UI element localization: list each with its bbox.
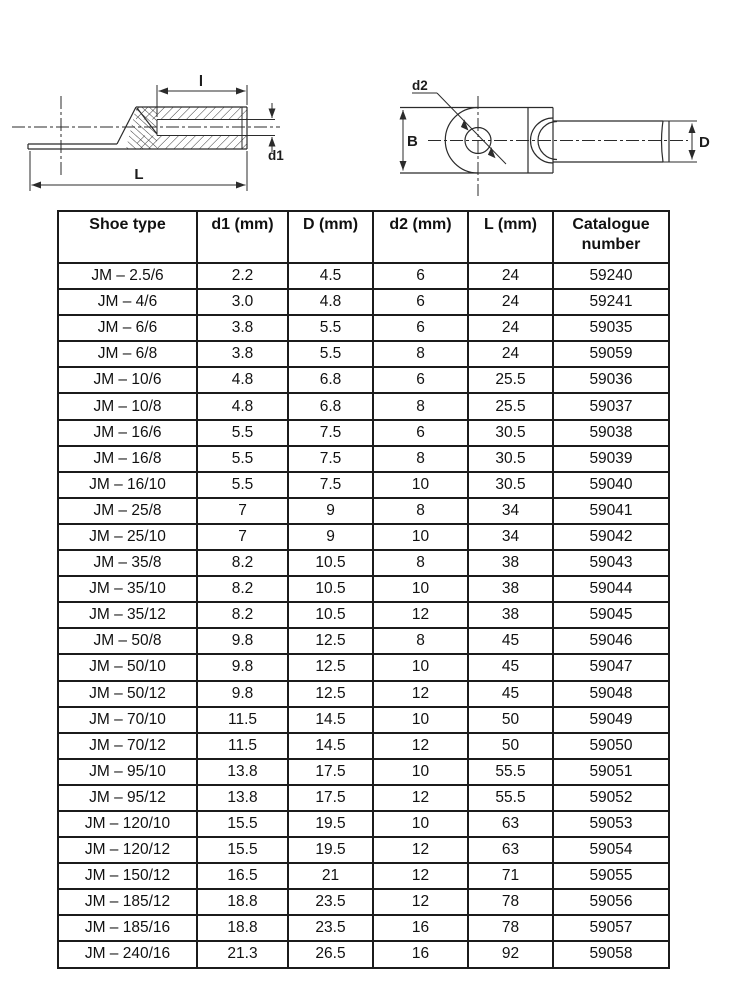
table-row xyxy=(58,863,669,889)
label-overall-length: L xyxy=(134,166,144,183)
table-cell: 17.5 xyxy=(288,759,373,785)
table-row xyxy=(58,785,669,811)
table-cell: JM – 50/10 xyxy=(58,654,197,680)
table-cell: 7.5 xyxy=(288,446,373,472)
table-cell: 5.5 xyxy=(197,446,288,472)
table-cell: 24 xyxy=(468,263,553,289)
table-cell: 59056 xyxy=(553,889,669,915)
table-cell: 59043 xyxy=(553,550,669,576)
table-cell: JM – 120/10 xyxy=(58,811,197,837)
table-cell: 24 xyxy=(468,289,553,315)
table-row xyxy=(58,733,669,759)
table-cell: 10 xyxy=(373,524,468,550)
table-cell: 12 xyxy=(373,733,468,759)
table-cell: 12 xyxy=(373,681,468,707)
side-view-drawing xyxy=(12,85,280,191)
table-cell: JM – 10/6 xyxy=(58,367,197,393)
table-cell: 21.3 xyxy=(197,941,288,967)
table-cell: 5.5 xyxy=(197,420,288,446)
table-cell: 59044 xyxy=(553,576,669,602)
table-cell: JM – 10/8 xyxy=(58,393,197,419)
table-cell: 2.2 xyxy=(197,263,288,289)
table-cell: 59058 xyxy=(553,941,669,967)
table-cell: 12 xyxy=(373,785,468,811)
table-cell: 59038 xyxy=(553,420,669,446)
table-row xyxy=(58,315,669,341)
table-cell: JM – 185/16 xyxy=(58,915,197,941)
table-header-row xyxy=(58,211,669,263)
table-cell: 12 xyxy=(373,863,468,889)
table-cell: 30.5 xyxy=(468,420,553,446)
shoe-spec-table xyxy=(57,210,670,969)
table-cell: 7.5 xyxy=(288,420,373,446)
table-cell: 23.5 xyxy=(288,915,373,941)
table-cell: 16 xyxy=(373,941,468,967)
table-cell: 59045 xyxy=(553,602,669,628)
table-cell: 8 xyxy=(373,550,468,576)
table-cell: 18.8 xyxy=(197,889,288,915)
table-cell: 8.2 xyxy=(197,602,288,628)
table-cell: 12.5 xyxy=(288,681,373,707)
table-cell: 45 xyxy=(468,628,553,654)
table-cell: 59054 xyxy=(553,837,669,863)
table-cell: 3.8 xyxy=(197,315,288,341)
table-cell: 8.2 xyxy=(197,576,288,602)
table-row xyxy=(58,550,669,576)
table-cell: 26.5 xyxy=(288,941,373,967)
technical-drawings xyxy=(0,0,729,205)
table-cell: 50 xyxy=(468,707,553,733)
table-cell: 15.5 xyxy=(197,811,288,837)
table-cell: 21 xyxy=(288,863,373,889)
table-cell: 78 xyxy=(468,915,553,941)
table-cell: 63 xyxy=(468,837,553,863)
table-cell: 14.5 xyxy=(288,707,373,733)
table-cell: 50 xyxy=(468,733,553,759)
table-cell: 59047 xyxy=(553,654,669,680)
table-cell: 34 xyxy=(468,498,553,524)
table-cell: 10 xyxy=(373,654,468,680)
table-cell: 63 xyxy=(468,811,553,837)
table-cell: 59057 xyxy=(553,915,669,941)
table-cell: JM – 6/8 xyxy=(58,341,197,367)
table-cell: 59042 xyxy=(553,524,669,550)
table-cell: JM – 35/10 xyxy=(58,576,197,602)
table-cell: 38 xyxy=(468,576,553,602)
table-cell: 9.8 xyxy=(197,628,288,654)
table-row xyxy=(58,446,669,472)
table-row xyxy=(58,420,669,446)
table-cell: JM – 50/12 xyxy=(58,681,197,707)
table-cell: 10.5 xyxy=(288,576,373,602)
table-cell: 59050 xyxy=(553,733,669,759)
table-cell: 13.8 xyxy=(197,759,288,785)
table-cell: 8 xyxy=(373,628,468,654)
table-cell: 5.5 xyxy=(288,341,373,367)
table-cell: 10 xyxy=(373,472,468,498)
table-cell: 59053 xyxy=(553,811,669,837)
table-cell: 38 xyxy=(468,602,553,628)
table-cell: 10.5 xyxy=(288,550,373,576)
table-row xyxy=(58,915,669,941)
table-cell: 59055 xyxy=(553,863,669,889)
column-header: d1 (mm) xyxy=(197,211,288,263)
table-cell: 12 xyxy=(373,602,468,628)
table-cell: 7 xyxy=(197,524,288,550)
column-header: D (mm) xyxy=(288,211,373,263)
table-cell: 59240 xyxy=(553,263,669,289)
table-cell: 59035 xyxy=(553,315,669,341)
table-cell: JM – 70/10 xyxy=(58,707,197,733)
table-cell: 7 xyxy=(197,498,288,524)
table-cell: 59040 xyxy=(553,472,669,498)
table-cell: 6.8 xyxy=(288,393,373,419)
table-cell: 9.8 xyxy=(197,654,288,680)
table-cell: 55.5 xyxy=(468,759,553,785)
table-cell: 45 xyxy=(468,681,553,707)
table-cell: 19.5 xyxy=(288,837,373,863)
table-row xyxy=(58,393,669,419)
label-d1: d1 xyxy=(268,148,284,163)
table-cell: JM – 16/6 xyxy=(58,420,197,446)
table-cell: 19.5 xyxy=(288,811,373,837)
table-row xyxy=(58,681,669,707)
table-cell: JM – 16/10 xyxy=(58,472,197,498)
table-cell: 8 xyxy=(373,341,468,367)
table-cell: JM – 6/6 xyxy=(58,315,197,341)
table-row xyxy=(58,524,669,550)
table-cell: 18.8 xyxy=(197,915,288,941)
table-cell: 15.5 xyxy=(197,837,288,863)
table-cell: 45 xyxy=(468,654,553,680)
table-cell: 55.5 xyxy=(468,785,553,811)
table-cell: 11.5 xyxy=(197,733,288,759)
table-cell: JM – 150/12 xyxy=(58,863,197,889)
table-cell: JM – 35/8 xyxy=(58,550,197,576)
table-row xyxy=(58,759,669,785)
table-cell: 10.5 xyxy=(288,602,373,628)
table-cell: 25.5 xyxy=(468,367,553,393)
table-cell: 59037 xyxy=(553,393,669,419)
table-cell: 6 xyxy=(373,367,468,393)
table-row xyxy=(58,654,669,680)
column-header: L (mm) xyxy=(468,211,553,263)
table-cell: 4.8 xyxy=(288,289,373,315)
table-row xyxy=(58,263,669,289)
table-cell: 24 xyxy=(468,341,553,367)
table-cell: 4.5 xyxy=(288,263,373,289)
table-cell: JM – 120/12 xyxy=(58,837,197,863)
table-row xyxy=(58,941,669,967)
table-cell: 10 xyxy=(373,707,468,733)
table-cell: 10 xyxy=(373,759,468,785)
table-cell: 12.5 xyxy=(288,654,373,680)
table-body xyxy=(58,263,669,968)
table-cell: JM – 70/12 xyxy=(58,733,197,759)
label-palm-width: B xyxy=(407,133,418,150)
table-cell: JM – 25/8 xyxy=(58,498,197,524)
table-cell: 13.8 xyxy=(197,785,288,811)
table-row xyxy=(58,602,669,628)
table-cell: 9 xyxy=(288,524,373,550)
table-cell: 23.5 xyxy=(288,889,373,915)
table-cell: 6.8 xyxy=(288,367,373,393)
table-cell: JM – 2.5/6 xyxy=(58,263,197,289)
table-cell: 38 xyxy=(468,550,553,576)
table-cell: JM – 185/12 xyxy=(58,889,197,915)
table-cell: JM – 95/12 xyxy=(58,785,197,811)
table-row xyxy=(58,289,669,315)
table-row xyxy=(58,889,669,915)
label-barrel-diameter: D xyxy=(699,134,710,151)
table-cell: 59036 xyxy=(553,367,669,393)
table-row xyxy=(58,628,669,654)
table-cell: JM – 4/6 xyxy=(58,289,197,315)
table-cell: 12.5 xyxy=(288,628,373,654)
table-cell: 8 xyxy=(373,393,468,419)
table-cell: 8.2 xyxy=(197,550,288,576)
table-row xyxy=(58,498,669,524)
table-cell: 4.8 xyxy=(197,367,288,393)
table-cell: 10 xyxy=(373,576,468,602)
table-cell: JM – 240/16 xyxy=(58,941,197,967)
table-cell: 7.5 xyxy=(288,472,373,498)
table-cell: 14.5 xyxy=(288,733,373,759)
table-cell: 17.5 xyxy=(288,785,373,811)
table-cell: 6 xyxy=(373,315,468,341)
table-row xyxy=(58,837,669,863)
table-cell: 6 xyxy=(373,263,468,289)
table-cell: 59241 xyxy=(553,289,669,315)
table-cell: 59049 xyxy=(553,707,669,733)
table-cell: 30.5 xyxy=(468,472,553,498)
table-cell: 92 xyxy=(468,941,553,967)
table-cell: 8 xyxy=(373,498,468,524)
table-cell: 59039 xyxy=(553,446,669,472)
table-row xyxy=(58,472,669,498)
top-view-drawing xyxy=(400,93,697,196)
table-cell: JM – 95/10 xyxy=(58,759,197,785)
table-cell: 5.5 xyxy=(288,315,373,341)
table-row xyxy=(58,707,669,733)
table-cell: 12 xyxy=(373,837,468,863)
table-row xyxy=(58,367,669,393)
table-cell: 9.8 xyxy=(197,681,288,707)
table-cell: 16 xyxy=(373,915,468,941)
table-cell: 25.5 xyxy=(468,393,553,419)
table-cell: 11.5 xyxy=(197,707,288,733)
column-header: Shoe type xyxy=(58,211,197,263)
table-cell: 71 xyxy=(468,863,553,889)
table-cell: 3.8 xyxy=(197,341,288,367)
table-cell: 6 xyxy=(373,289,468,315)
table-cell: 59051 xyxy=(553,759,669,785)
table-cell: 10 xyxy=(373,811,468,837)
table-cell: 3.0 xyxy=(197,289,288,315)
table-cell: 9 xyxy=(288,498,373,524)
table-cell: JM – 35/12 xyxy=(58,602,197,628)
table-cell: 24 xyxy=(468,315,553,341)
table-cell: JM – 25/10 xyxy=(58,524,197,550)
table-cell: 59046 xyxy=(553,628,669,654)
table-cell: 59048 xyxy=(553,681,669,707)
table-cell: 59059 xyxy=(553,341,669,367)
table-cell: 4.8 xyxy=(197,393,288,419)
table-cell: 16.5 xyxy=(197,863,288,889)
table-row xyxy=(58,811,669,837)
table-row xyxy=(58,341,669,367)
table-cell: JM – 16/8 xyxy=(58,446,197,472)
table-cell: 12 xyxy=(373,889,468,915)
label-d2: d2 xyxy=(412,78,428,93)
column-header: d2 (mm) xyxy=(373,211,468,263)
table-row xyxy=(58,576,669,602)
table-cell: 34 xyxy=(468,524,553,550)
table-cell: 6 xyxy=(373,420,468,446)
table-cell: 8 xyxy=(373,446,468,472)
table-cell: JM – 50/8 xyxy=(58,628,197,654)
table-cell: 59052 xyxy=(553,785,669,811)
table-cell: 30.5 xyxy=(468,446,553,472)
table-cell: 5.5 xyxy=(197,472,288,498)
column-header: Catalogue number xyxy=(553,211,669,263)
table-cell: 59041 xyxy=(553,498,669,524)
table-cell: 78 xyxy=(468,889,553,915)
label-barrel-length: l xyxy=(198,73,204,90)
